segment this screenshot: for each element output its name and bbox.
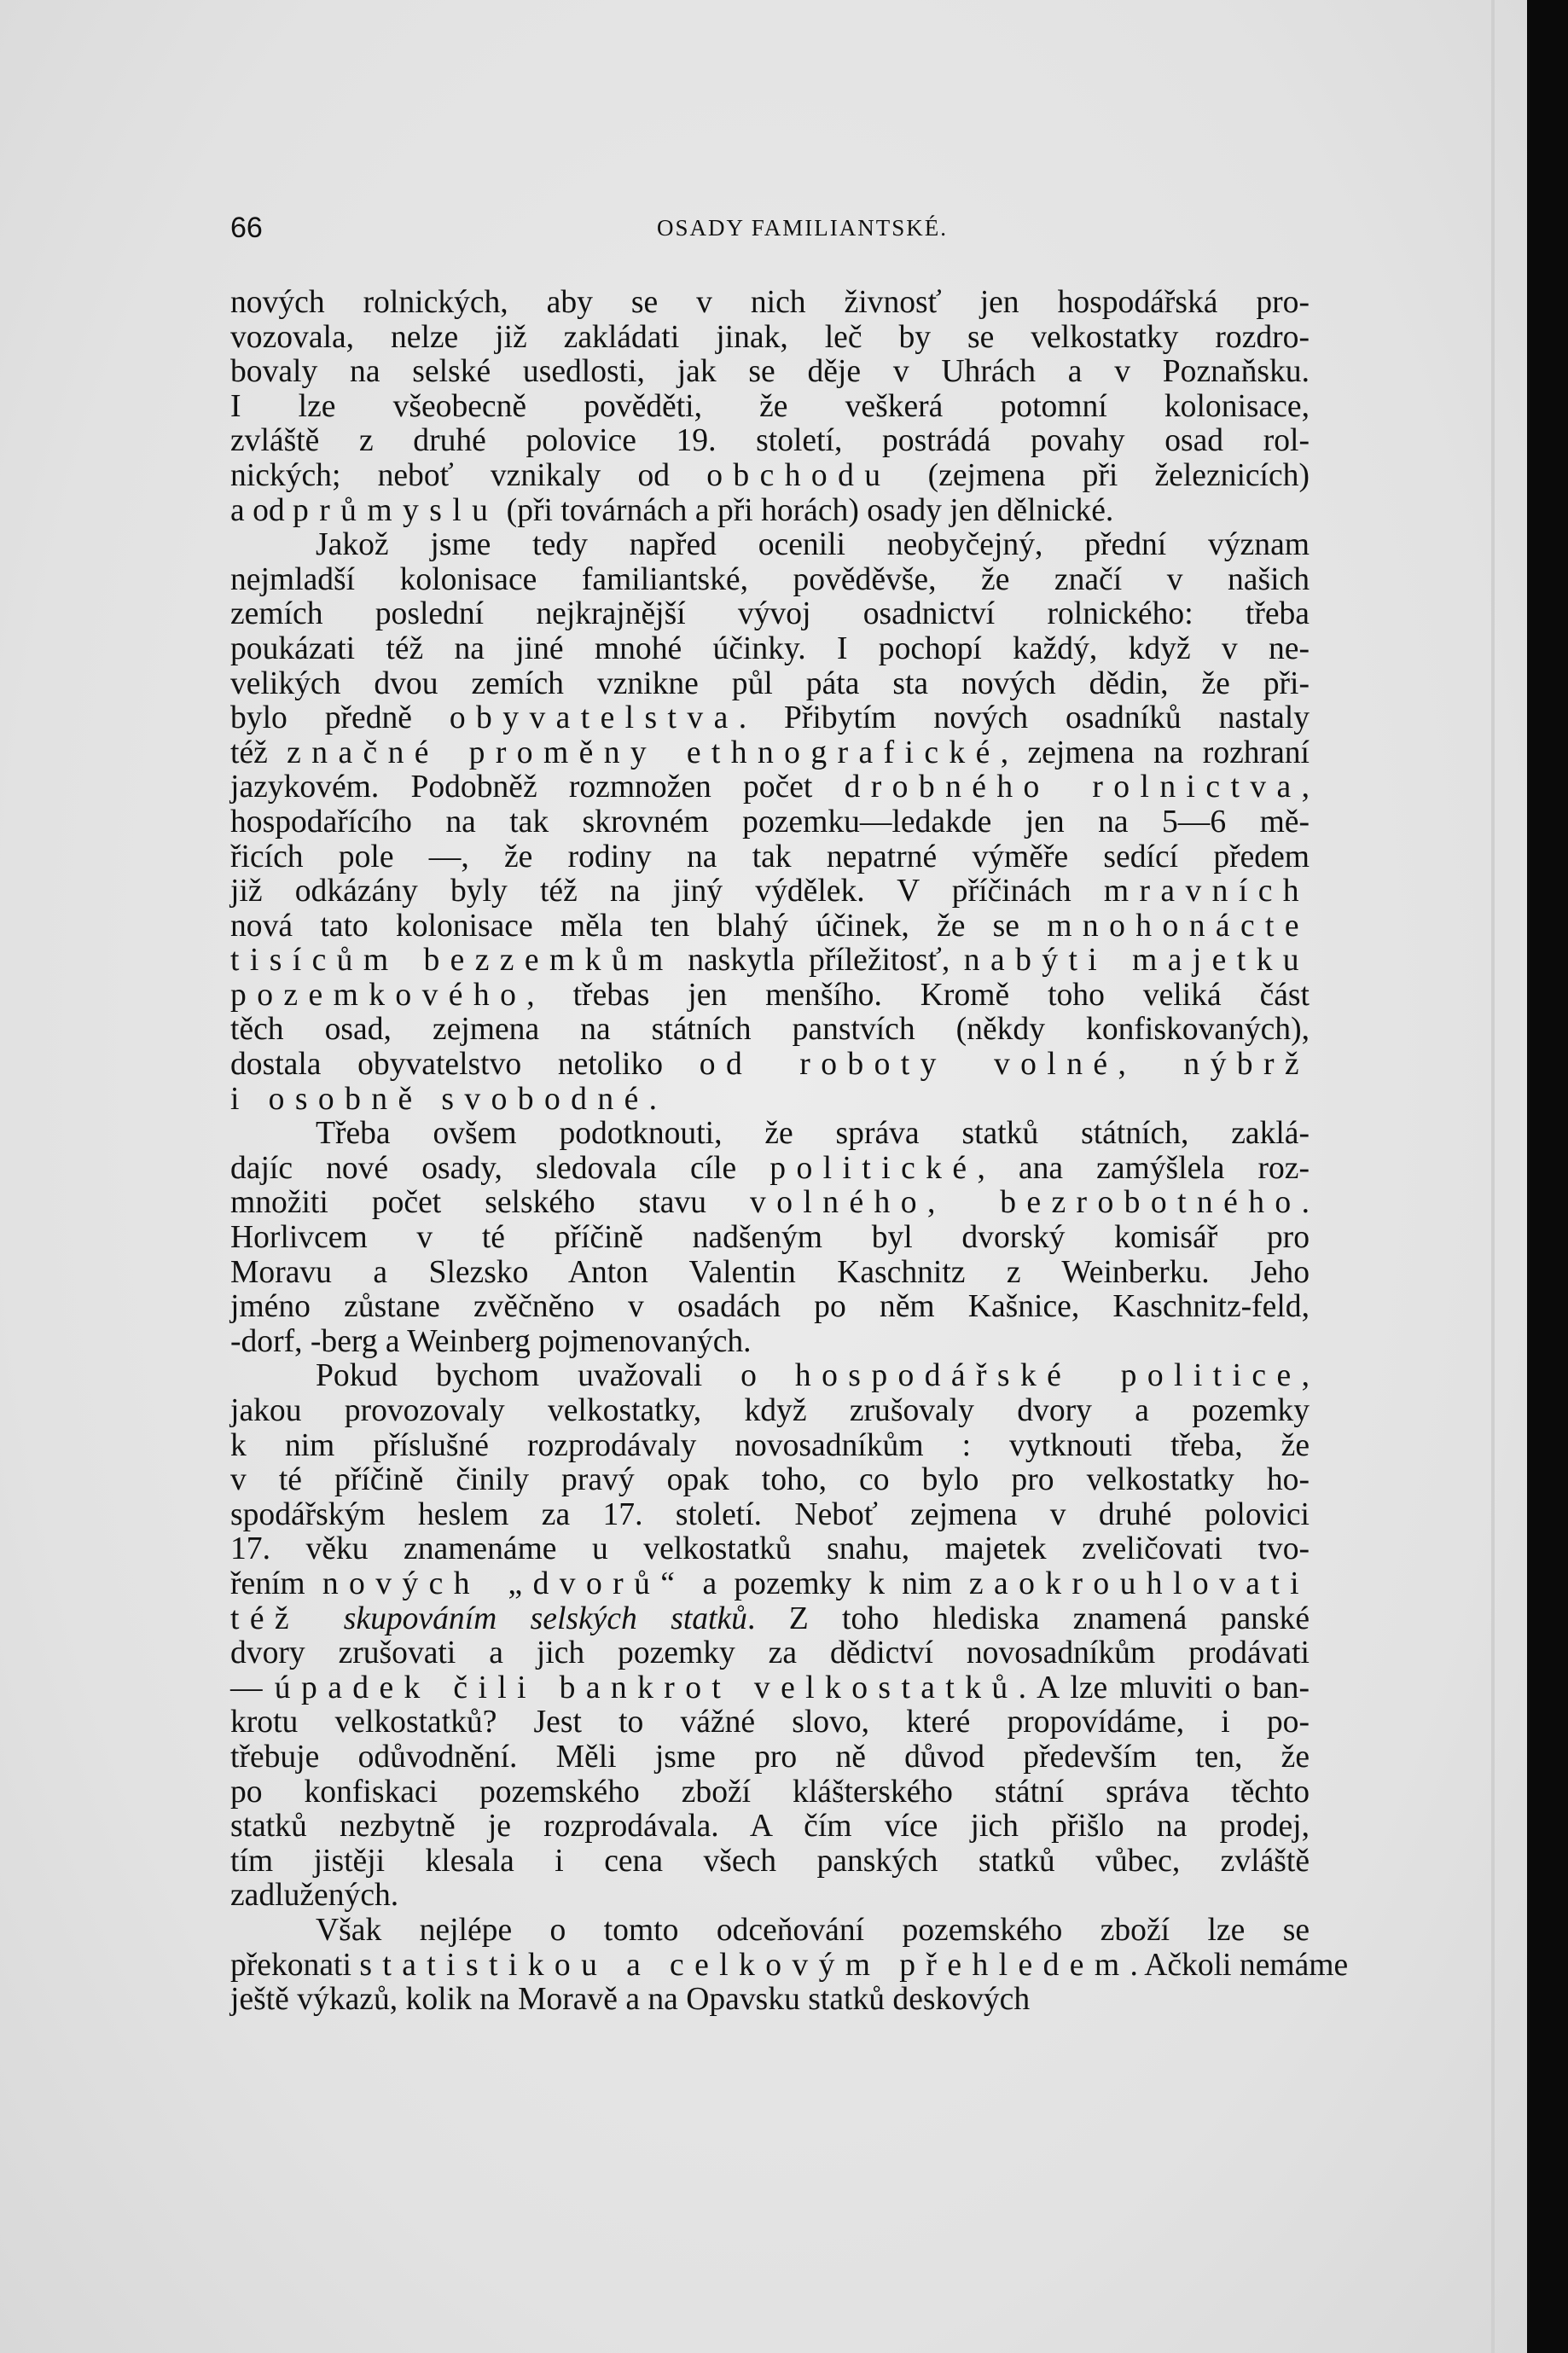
text-run: . Přibytím nových osadníků nastaly — [738, 700, 1310, 736]
text-line — [230, 459, 1310, 494]
text-line — [230, 1671, 1310, 1706]
text-run: naskytla příležitosť, — [673, 943, 964, 979]
text-run: a od — [230, 492, 293, 528]
spaced-emphasis: tisícům bezzemkům — [230, 943, 674, 979]
spaced-emphasis: obchodu — [706, 457, 891, 493]
text-run: nejmladší kolonisace familiantské, pověděvše, že značí v našich — [230, 561, 1310, 597]
text-run: (při továrnách a při horách) osady jen dělnické. — [498, 492, 1114, 528]
text-line — [230, 1947, 1349, 1984]
text-run: Moravu a Slezsko Anton Valentin Kaschnitz z Weinberku. Jeho — [230, 1254, 1310, 1290]
spaced-emphasis: drobného rolnictva — [844, 770, 1302, 805]
text-line — [230, 494, 1310, 529]
text-line — [230, 1048, 1310, 1083]
page-number: 66 — [230, 212, 263, 244]
text-line — [230, 1602, 1310, 1637]
spaced-emphasis: volného, bezrobotného — [750, 1185, 1302, 1221]
text-run: tím jistěji klesala i cena všech panských statků vůbec, zvláště — [230, 1843, 1310, 1879]
spaced-emphasis: i osobně svobodné — [230, 1081, 649, 1117]
text-run: 17. věku znamenáme u velkostatků snahu, majetek zveličovati tvo- — [230, 1531, 1310, 1567]
text-line — [230, 1983, 1310, 2018]
text-run: -dorf, -berg a Weinberg pojmenovaných. — [230, 1323, 752, 1359]
text-run: těch osad, zejmena na státních panstvích (někdy konfiskovaných), — [230, 1012, 1310, 1048]
text-run: krotu velkostatků? Jest to vážné slovo, které propovídáme, i po- — [230, 1705, 1310, 1740]
text-line — [230, 1290, 1310, 1325]
text-run: , ana zamýšlela roz- — [977, 1150, 1310, 1186]
text-line — [230, 840, 1310, 875]
spaced-emphasis: pozemkového — [230, 977, 527, 1013]
text-line — [230, 874, 1310, 909]
text-run: Však nejlépe o tomto odceňování pozemského zboží lze se — [316, 1912, 1310, 1948]
spaced-emphasis: úpadek čili bankrot velkostatků — [274, 1670, 1019, 1705]
text-run: nických; neboť vznikaly od — [230, 457, 707, 493]
text-run: řicích pole —, že rodiny na tak nepatrné výměře sedící předem — [230, 839, 1310, 874]
page-edge — [1491, 0, 1495, 2353]
text-line — [230, 424, 1310, 459]
text-line — [230, 390, 1310, 425]
text-run: , — [1301, 770, 1310, 805]
text-run: (zejmena při železnicích) — [891, 457, 1310, 493]
text-run: Jakož jsme tedy napřed ocenili neobyčejný, přední význam — [316, 527, 1310, 563]
italic-emphasis: skupováním selských statků — [343, 1601, 747, 1636]
text-run: jméno zůstane zvěčněno v osadách po něm Kašnice, Kaschnitz-feld, — [230, 1289, 1310, 1325]
text-run: nová tato kolonisace měla ten blahý účinek, že se — [230, 908, 1048, 944]
text-line — [230, 321, 1310, 356]
text-run: k nim příslušné rozprodávaly novosadníkům : vytknouti třeba, že — [230, 1427, 1310, 1463]
text-run: bovaly na selské usedlosti, jak se děje v Uhrách a v Poznaňsku. — [230, 354, 1310, 390]
text-line — [230, 1117, 1310, 1152]
text-line — [230, 1775, 1310, 1810]
text-run: I lze všeobecně pověděti, že veškerá potomní kolonisace, — [230, 388, 1310, 424]
text-run: dajíc nové osady, sledovala cíle — [230, 1150, 770, 1186]
text-line — [230, 979, 1310, 1014]
text-run: vozovala, nelze již zakládati jinak, leč by se velkostatky rozdro- — [230, 319, 1310, 355]
text-line — [230, 1083, 1310, 1118]
text-run: , třebas jen menšího. Kromě toho veliká část — [526, 977, 1310, 1013]
text-line — [230, 1013, 1310, 1048]
text-run: bylo předně — [230, 700, 450, 736]
text-line — [230, 701, 1310, 736]
text-line — [230, 944, 1310, 979]
text-run: . — [1301, 1185, 1310, 1221]
text-run: . A lze mluviti o ban- — [1018, 1670, 1310, 1705]
text-line — [230, 909, 1310, 944]
text-line — [230, 1498, 1310, 1533]
spaced-emphasis: statistikou a celkovým přehledem — [359, 1947, 1130, 1983]
text-run: též — [230, 735, 287, 770]
text-line — [230, 805, 1310, 840]
text-run: v té příčině činily pravý opak toho, co bylo pro velkostatky ho- — [230, 1462, 1310, 1498]
text-run: . Z toho hlediska znamená panské — [746, 1601, 1310, 1636]
spaced-emphasis: nových „dvorů“ — [322, 1566, 686, 1601]
body-text — [230, 285, 1349, 2018]
text-run: zadlužených. — [230, 1878, 399, 1914]
text-run: dvory zrušovati a jich pozemky za dědictví novosadníkům prodávati — [230, 1635, 1310, 1671]
spaced-emphasis: mravních — [1103, 874, 1310, 909]
text-run: , zejmena na rozhraní — [1000, 735, 1310, 770]
text-run: zemích poslední nejkrajnější vývoj osadnictví rolnického: třeba — [230, 596, 1310, 632]
spaced-emphasis: hospodářské politice — [794, 1358, 1302, 1394]
text-line — [230, 528, 1310, 563]
text-run: jazykovém. Podobněž rozmnožen počet — [230, 770, 845, 805]
spaced-emphasis: obyvatelstva — [449, 700, 739, 736]
text-line — [230, 1359, 1310, 1394]
text-run: množiti počet selského stavu — [230, 1185, 751, 1221]
text-run: jakou provozovaly velkostatky, když zrušovaly dvory a pozemky — [230, 1393, 1310, 1428]
text-line — [230, 1636, 1310, 1671]
text-run: po konfiskaci pozemského zboží klášterského státní správa těchto — [230, 1774, 1310, 1810]
text-run: nových rolnických, aby se v nich živnosť jen hospodářská pro- — [230, 285, 1310, 320]
spaced-emphasis: politické — [769, 1150, 978, 1186]
spaced-emphasis: mnohonácte — [1047, 908, 1310, 944]
text-line — [230, 597, 1310, 632]
text-run: poukázati též na jiné mnohé účinky. I pochopí každý, když v ne- — [230, 630, 1310, 666]
text-line — [230, 1221, 1310, 1256]
spaced-emphasis: nabýti majetku — [963, 943, 1310, 979]
page-header — [230, 212, 1314, 254]
text-run: . — [648, 1081, 658, 1117]
text-run: zvláště z druhé polovice 19. století, postrádá povahy osad rol- — [230, 423, 1310, 459]
text-line — [230, 1325, 1310, 1360]
text-line — [230, 286, 1310, 321]
text-line — [230, 1567, 1310, 1602]
text-line — [230, 1914, 1310, 1949]
spaced-emphasis: zaokrouhlovati — [968, 1566, 1310, 1601]
spaced-emphasis: průmyslu — [293, 492, 499, 528]
text-run: hospodařícího na tak skrovném pozemku—ledakde jen na 5—6 mě- — [230, 804, 1310, 840]
spaced-emphasis: též — [230, 1601, 344, 1636]
text-run: Horlivcem v té příčině nadšeným byl dvorský komisář pro — [230, 1220, 1310, 1256]
text-line — [230, 736, 1310, 771]
text-run: ještě výkazů, kolik na Moravě a na Opavsku statků deskových — [230, 1982, 1031, 2018]
text-run: překonati — [230, 1947, 360, 1983]
text-line — [230, 1879, 1310, 1914]
text-run: Třeba ovšem podotknouti, že správa statků státních, zaklá- — [316, 1116, 1310, 1152]
text-run: — — [230, 1670, 275, 1705]
spaced-emphasis: značné proměny ethnografické — [287, 735, 1001, 770]
text-line — [230, 355, 1310, 390]
text-line — [230, 1256, 1310, 1291]
text-run: . Ačkoli nemáme — [1130, 1947, 1349, 1983]
text-line — [230, 1705, 1310, 1740]
text-line — [230, 1810, 1310, 1845]
text-run: velikých dvou zemích vznikne půl páta sta nových dědin, že při- — [230, 665, 1310, 701]
text-line — [230, 1394, 1310, 1429]
text-line — [230, 1532, 1310, 1567]
running-title: OSADY FAMILIANTSKÉ. — [657, 215, 948, 241]
text-run: a pozemky k nim — [685, 1566, 969, 1601]
text-line — [230, 1845, 1310, 1879]
text-line — [230, 770, 1310, 805]
text-line — [230, 563, 1310, 598]
text-line — [230, 1152, 1310, 1187]
text-line — [230, 1429, 1310, 1464]
text-run: třebuje odůvodnění. Měli jsme pro ně důvod především ten, že — [230, 1739, 1310, 1775]
text-run: statků nezbytně je rozprodávala. A čím více jich přišlo na prodej, — [230, 1809, 1310, 1845]
text-line — [230, 667, 1310, 702]
text-run: již odkázány byly též na jiný výdělek. V příčinách — [230, 874, 1104, 909]
text-line — [230, 1740, 1310, 1775]
text-run: spodářským heslem za 17. století. Neboť zejmena v druhé polovici — [230, 1496, 1310, 1532]
spaced-emphasis: od roboty volné, nýbrž — [699, 1047, 1310, 1083]
text-run: , — [1301, 1358, 1310, 1394]
text-line — [230, 632, 1310, 667]
text-run: Pokud bychom uvažovali o — [316, 1358, 795, 1394]
text-run: řením — [230, 1566, 322, 1601]
text-run: dostala obyvatelstvo netoliko — [230, 1047, 700, 1083]
text-line — [230, 1186, 1310, 1221]
text-line — [230, 1463, 1310, 1498]
